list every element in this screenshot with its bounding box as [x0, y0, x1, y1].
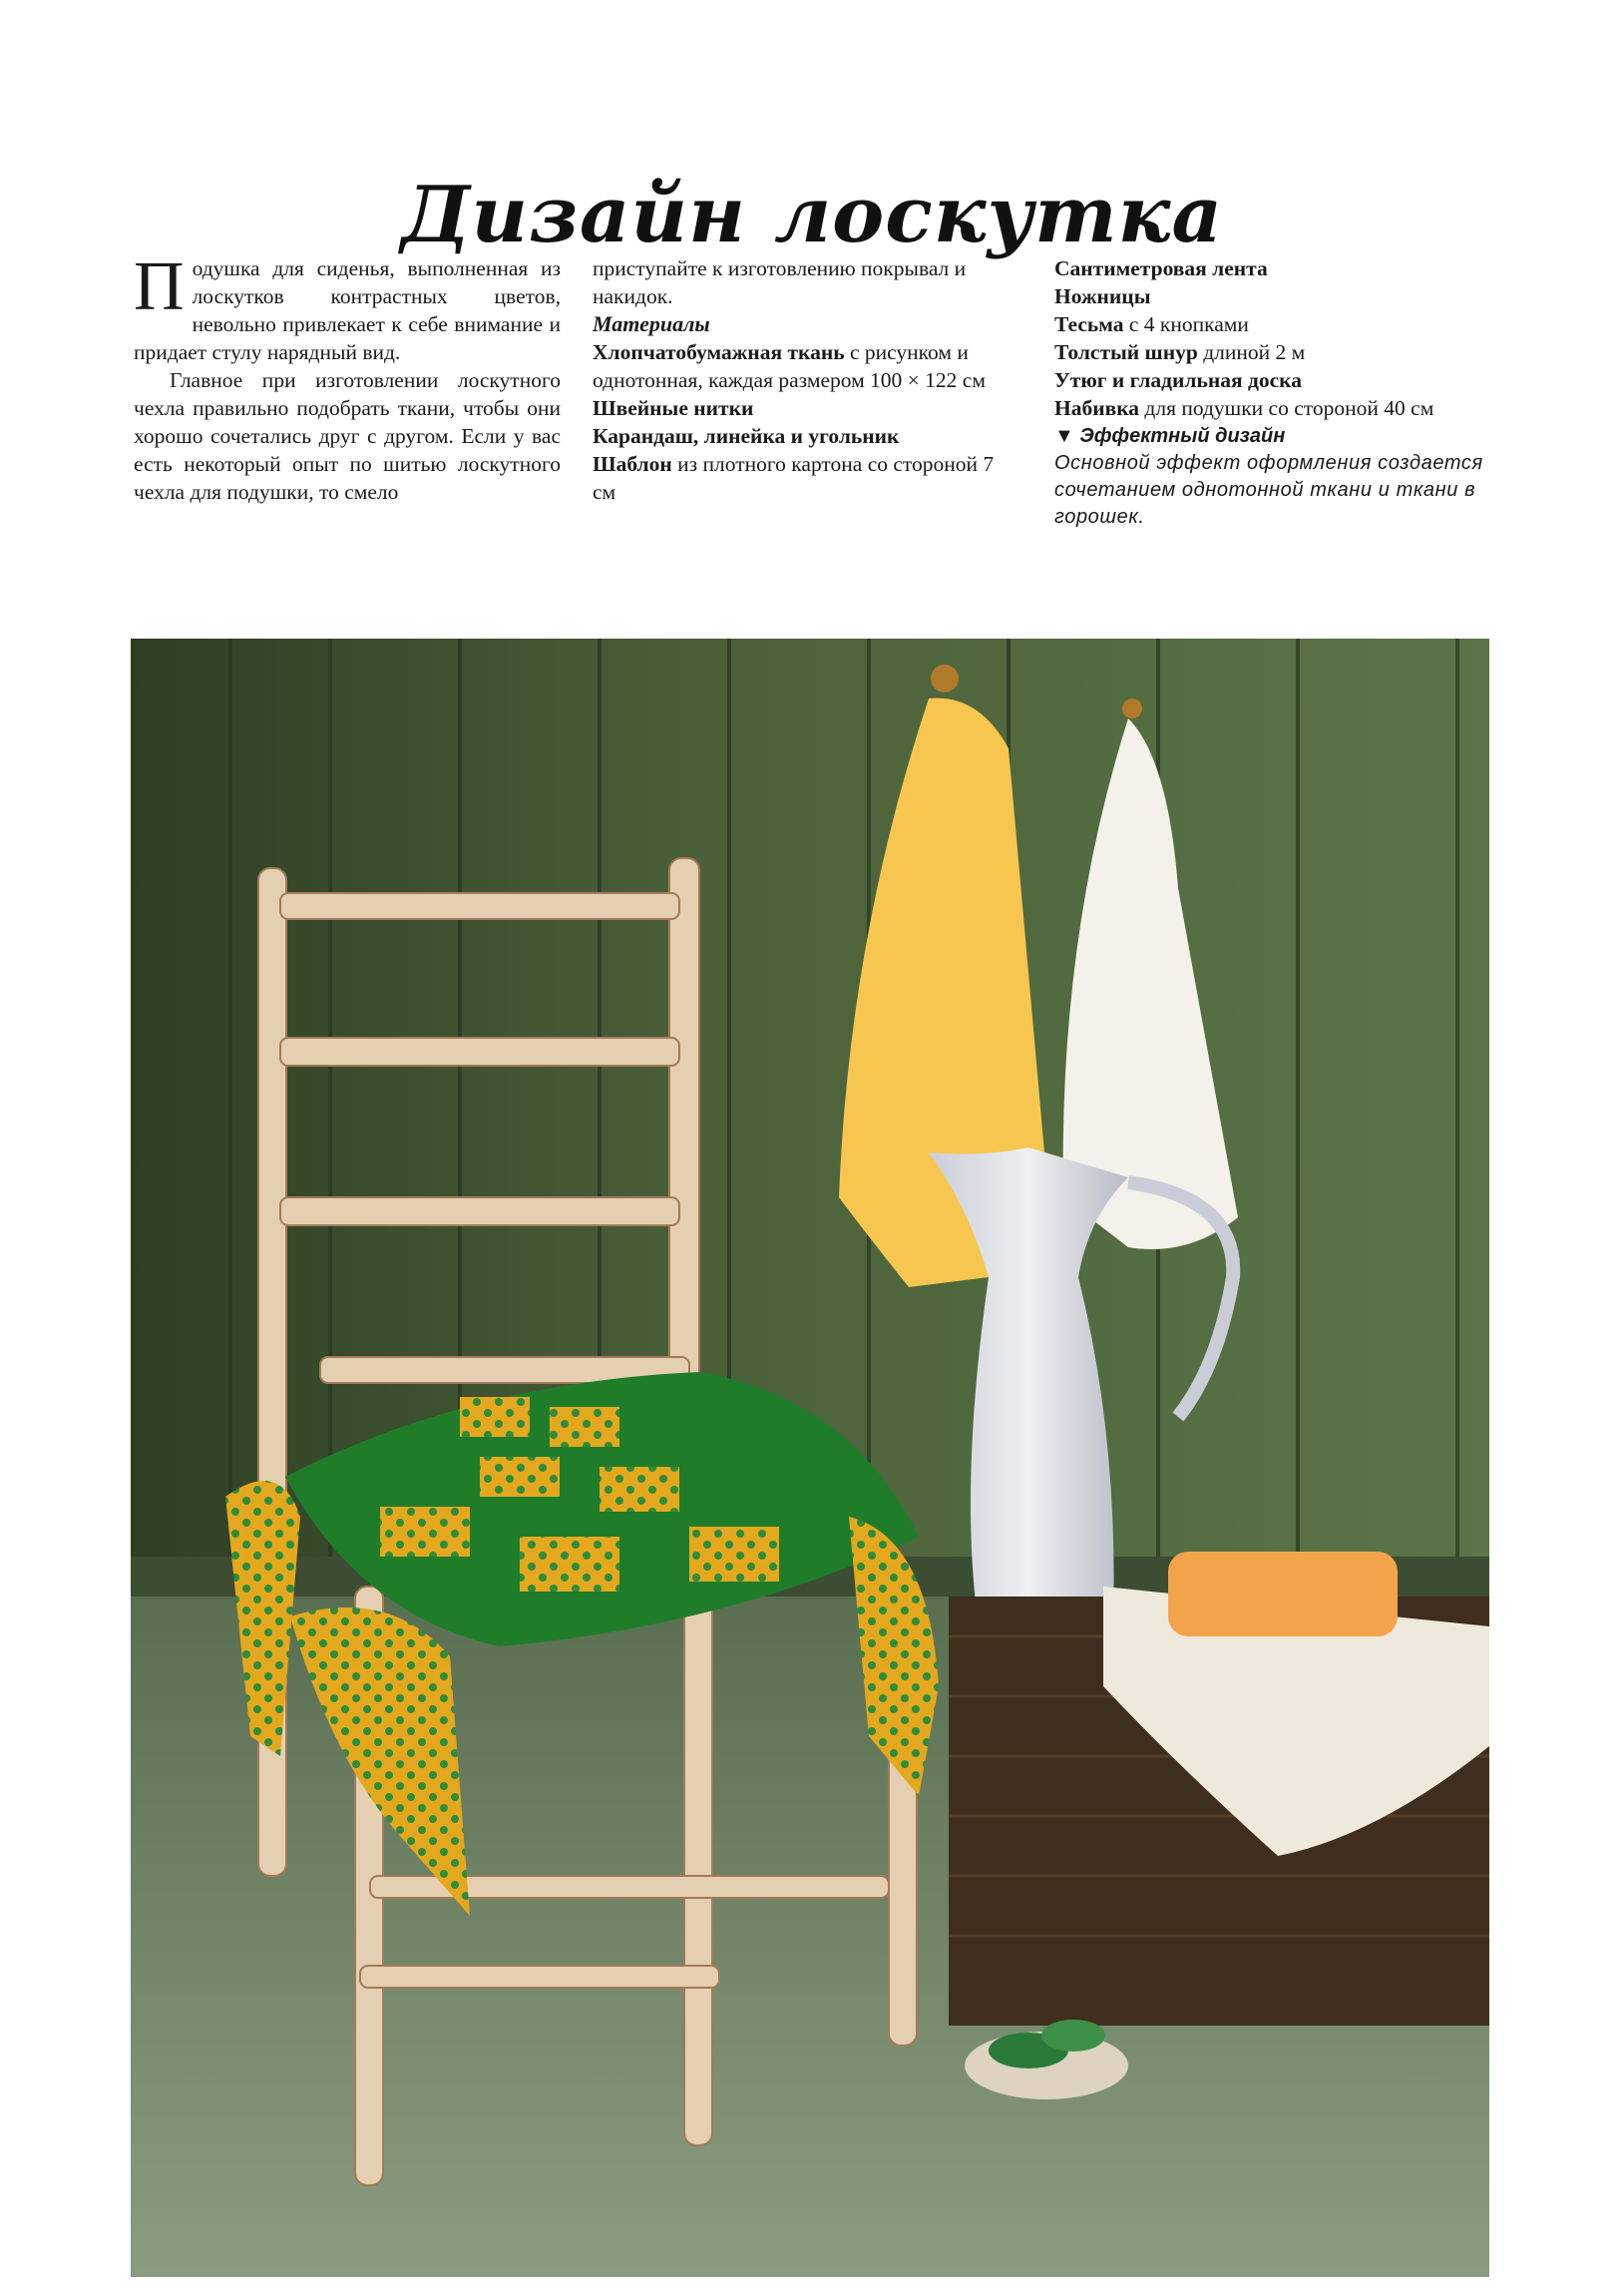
- brass-hook: [1122, 698, 1142, 718]
- photo-chair-with-patchwork-cushion: [131, 639, 1489, 2277]
- material-item: Утюг и гладильная доска: [1054, 368, 1302, 392]
- materials-column: [593, 254, 1021, 506]
- material-item: Набивка для подушки со стороной 40 см: [1054, 396, 1434, 420]
- intro-paragraph-2: Главное при изготовлении лоскутного чехла правильно подобрать ткани, чтобы они хорошо сочетались друг с другом. Если у вас есть некоторый опыт по шитью лоскутного чехла для подушки, то смело: [134, 368, 561, 504]
- intro-paragraph-1: [134, 248, 561, 366]
- material-item: Ножницы: [1054, 284, 1151, 308]
- materials-column-2: [1054, 254, 1483, 531]
- green-soap: [1041, 2020, 1105, 2052]
- material-item: Тесьма с 4 кнопками: [1054, 312, 1249, 336]
- material-item: Швейные нитки: [593, 396, 754, 420]
- material-item: Шаблон из плотного картона со стороной 7 см: [593, 452, 995, 504]
- drop-cap: П: [134, 248, 185, 325]
- page-title: Дизайн лоскутка: [400, 170, 1224, 261]
- intro-paragraph-2-continued: приступайте к изготовлению покрывал и накидок.: [593, 256, 967, 308]
- material-item: Сантиметровая лента: [1054, 256, 1268, 280]
- tip-heading: ▼ Эффектный дизайн: [1054, 425, 1286, 447]
- triangle-down-icon: ▼: [1054, 425, 1074, 447]
- material-item: Хлопчатобумажная ткань с рисунком и однотонная, каждая размером 100 × 122 см: [593, 340, 986, 392]
- tip-body: Основной эффект оформления создается сочетанием однотонной ткани и ткани в горошек.: [1054, 452, 1483, 528]
- brass-hook: [931, 665, 959, 692]
- material-item: Толстый шнур длиной 2 м: [1054, 340, 1306, 364]
- intro-text-1: одушка для сиденья, выполненная из лоскутков контрастных цветов, невольно привлекает к себе внимание и придает стулу нарядный вид.: [134, 256, 561, 364]
- intro-column: [134, 248, 561, 506]
- material-item: Карандаш, линейка и угольник: [593, 424, 900, 448]
- materials-heading: Материалы: [593, 311, 710, 336]
- folded-orange-towel: [1168, 1552, 1398, 1636]
